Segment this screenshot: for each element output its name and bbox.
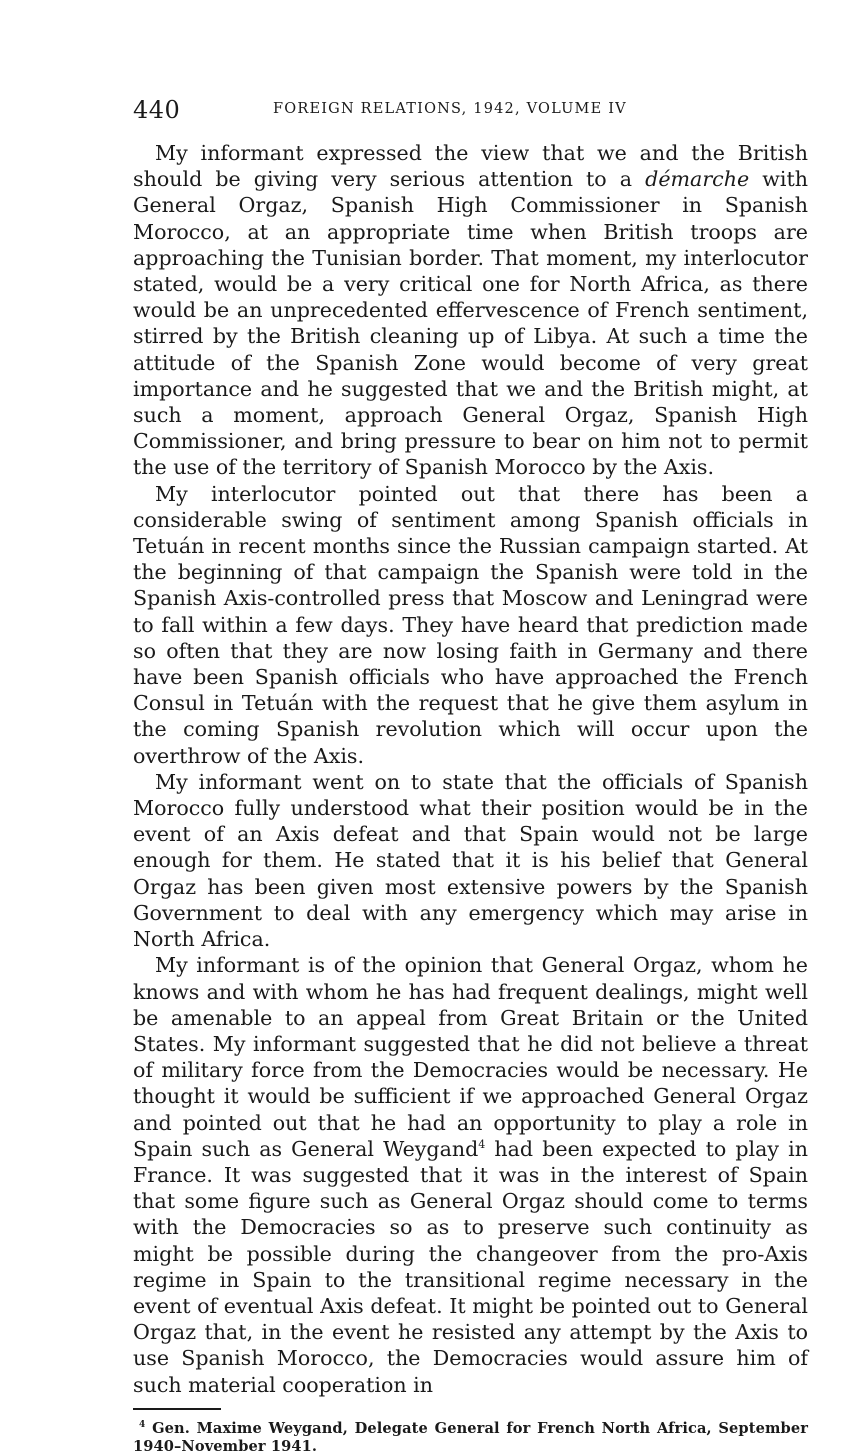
footnote — [133, 1420, 808, 1456]
page-header — [133, 90, 808, 130]
page-number: 440 — [133, 96, 181, 124]
footnote-marker: 4 — [139, 1419, 146, 1430]
paragraph-1-text-end: with General Orgaz, Spanish High Commissioner in Spanish Morocco, at an appropriate time when British troops are approaching the Tunisian border. That moment, my interlocutor stated, would be a very critical one for North Africa, as there would be an unprecedented effervescence of French sentiment, stirred by the British cleaning up of Libya. At such a time the attitude of the Spanish Zone would become of very great importance and he suggested that we and the British might, at such a moment, approach General Orgaz, Spanish High Commissioner, and bring pressure to bear on him not to permit the use of the territory of Spanish Morocco by the Axis. — [133, 167, 808, 480]
paragraph-4 — [133, 952, 808, 1397]
footnote-divider — [133, 1408, 221, 1410]
paragraph-4-text-start: My informant is of the opinion that General Orgaz, whom he knows and with whom he has had frequent dealings, might well be amenable to an appeal from Great Britain or the United States. My informant suggested that he did not believe a threat of military force from the Democracies would be necessary. He thought it would be sufficient if we approached General Orgaz and pointed out that he had an opportunity to play a role in Spain such as General Weygand — [133, 953, 808, 1161]
running-head: FOREIGN RELATIONS, 1942, VOLUME IV — [273, 101, 627, 117]
document-page — [133, 90, 808, 1456]
emphasis-demarche: démarche — [645, 167, 750, 192]
paragraph-3: My informant went on to state that the officials of Spanish Morocco fully understood what their position would be in the event of an Axis defeat and that Spain would not be large enough for them. He stated that it is his belief that General Orgaz has been given most extensive powers by the Spanish Government to deal with any emergency which may arise in North Africa. — [133, 769, 808, 952]
paragraph-1-text-start: My informant expressed the view that we and the British should be giving very serious attention to a — [133, 141, 808, 192]
footnote-text: Gen. Maxime Weygand, Delegate General for French North Africa, September 1940–November 1941. — [133, 1419, 808, 1455]
paragraph-1 — [133, 140, 808, 481]
footnote-reference: 4 — [478, 1137, 486, 1151]
paragraph-2: My interlocutor pointed out that there has been a considerable swing of sentiment among Spanish officials in Tetuán in recent months since the Russian campaign started. At the beginning of that campaign the Spanish were told in the Spanish Axis-controlled press that Moscow and Leningrad were to fall within a few days. They have heard that prediction made so often that they are now losing faith in Germany and there have been Spanish officials who have approached the French Consul in Tetuán with the request that he give them asylum in the coming Spanish revolution which will occur upon the overthrow of the Axis. — [133, 481, 808, 768]
body-text — [133, 140, 808, 1398]
paragraph-4-text-end: had been expected to play in France. It was suggested that it was in the interest of Spain that some figure such as General Orgaz should come to terms with the Democracies so as to preserve such continuity as might be possible during the changeover from the pro-Axis regime in Spain to the transitional regime necessary in the event of eventual Axis defeat. It might be pointed out to General Orgaz that, in the event he resisted any attempt by the Axis to use Spanish Morocco, the Democracies would assure him of such material cooperation in — [133, 1136, 808, 1397]
